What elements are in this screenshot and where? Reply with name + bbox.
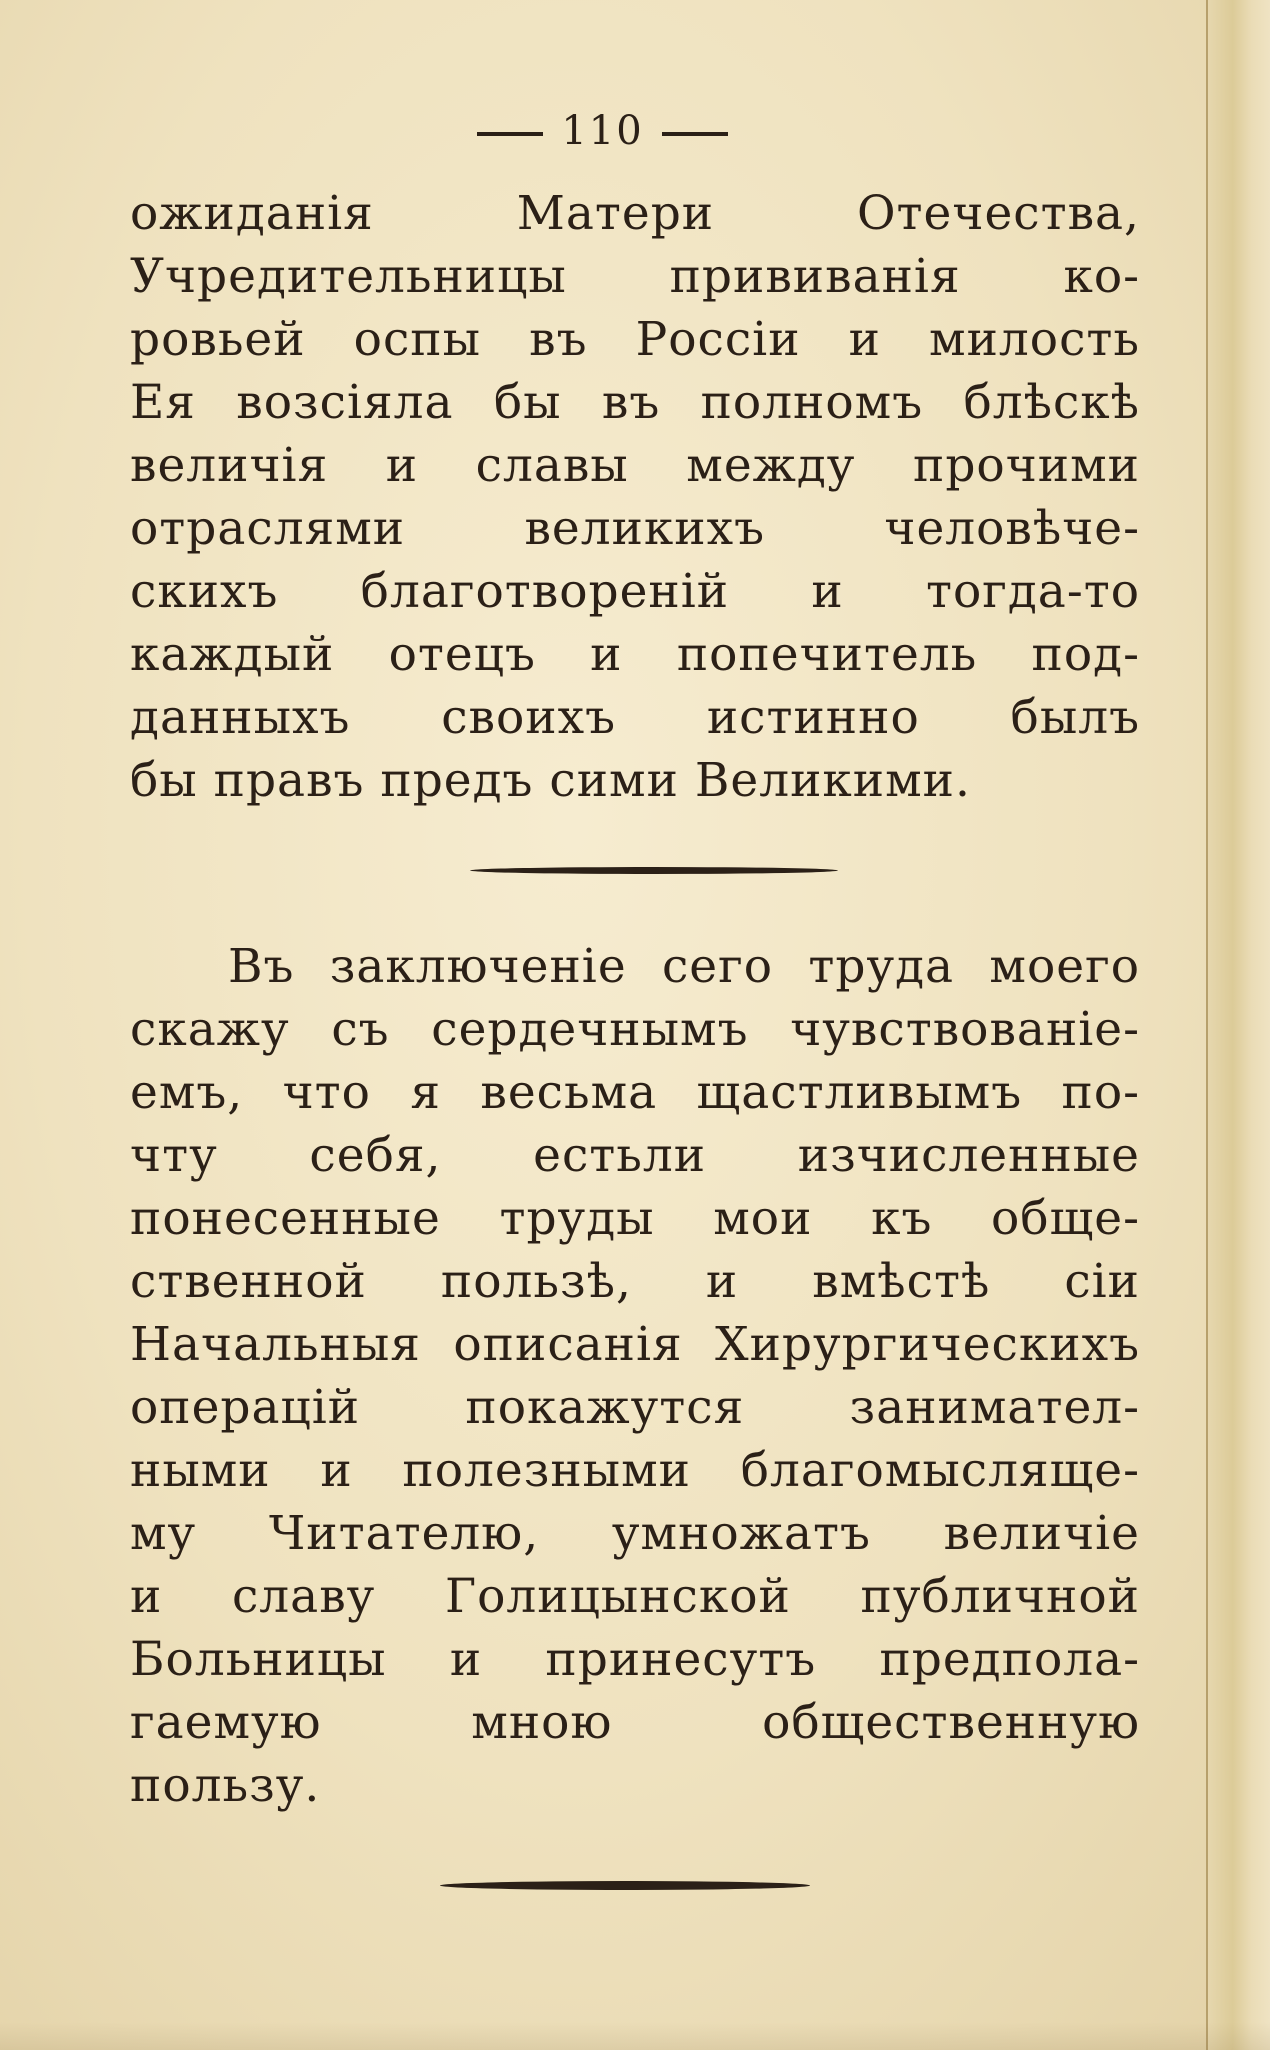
text-line: данныхъ своихъ истинно былъ — [130, 690, 1140, 745]
text-line: ными и полезными благомыслящe- — [130, 1443, 1140, 1498]
end-divider — [440, 1881, 810, 1890]
text-line: гаемую мною общественную — [130, 1695, 1140, 1750]
text-line: Ея возсіяла бы въ полномъ блѣскѣ — [130, 375, 1140, 430]
paragraph-continued — [130, 182, 1140, 812]
text-line: Начальныя описанія Хирургическихъ — [130, 1317, 1140, 1372]
text-line: Въ заключеніе сего труда моего — [228, 939, 1140, 994]
text-line: каждый отецъ и попечитель под- — [130, 627, 1140, 682]
text-line: отраслями великихъ человѣче- — [130, 501, 1140, 556]
text-line: операцій покажутся занимател- — [130, 1380, 1140, 1435]
text-line: скажу съ сердечнымъ чувствованіе- — [130, 1002, 1140, 1057]
text-line: Больницы и принесутъ предпола- — [130, 1632, 1140, 1687]
page-shadow — [0, 2022, 1270, 2050]
header-dash-right — [662, 132, 728, 136]
text-line: понесенные труды мои къ обще- — [130, 1191, 1140, 1246]
header-dash-left — [477, 132, 543, 136]
text-line: величія и славы между прочими — [130, 438, 1140, 493]
paragraph-conclusion — [130, 935, 1140, 1817]
section-divider — [470, 867, 838, 874]
page-edge — [1206, 0, 1270, 2050]
text-line: и славу Голицынской публичной — [130, 1569, 1140, 1624]
page-header — [0, 108, 1205, 154]
text-line: му Читателю, умножатъ величіе — [130, 1506, 1140, 1561]
text-line: ровьей оспы въ Россіи и милость — [130, 312, 1140, 367]
page-number: 110 — [561, 108, 644, 154]
text-line: емъ, что я весьма щастливымъ по- — [130, 1065, 1140, 1120]
text-line: скихъ благотвореній и тогда-то — [130, 564, 1140, 619]
text-line: ожиданія Матери Отечества, — [130, 186, 1140, 241]
text-line: чту себя, естьли изчисленные — [130, 1128, 1140, 1183]
text-line: бы правъ предъ сими Великими. — [130, 753, 971, 808]
text-line: Учредительницы прививанія ко- — [130, 249, 1140, 304]
text-line: пользу. — [130, 1758, 321, 1813]
text-line: ственной пользѣ, и вмѣстѣ сіи — [130, 1254, 1140, 1309]
